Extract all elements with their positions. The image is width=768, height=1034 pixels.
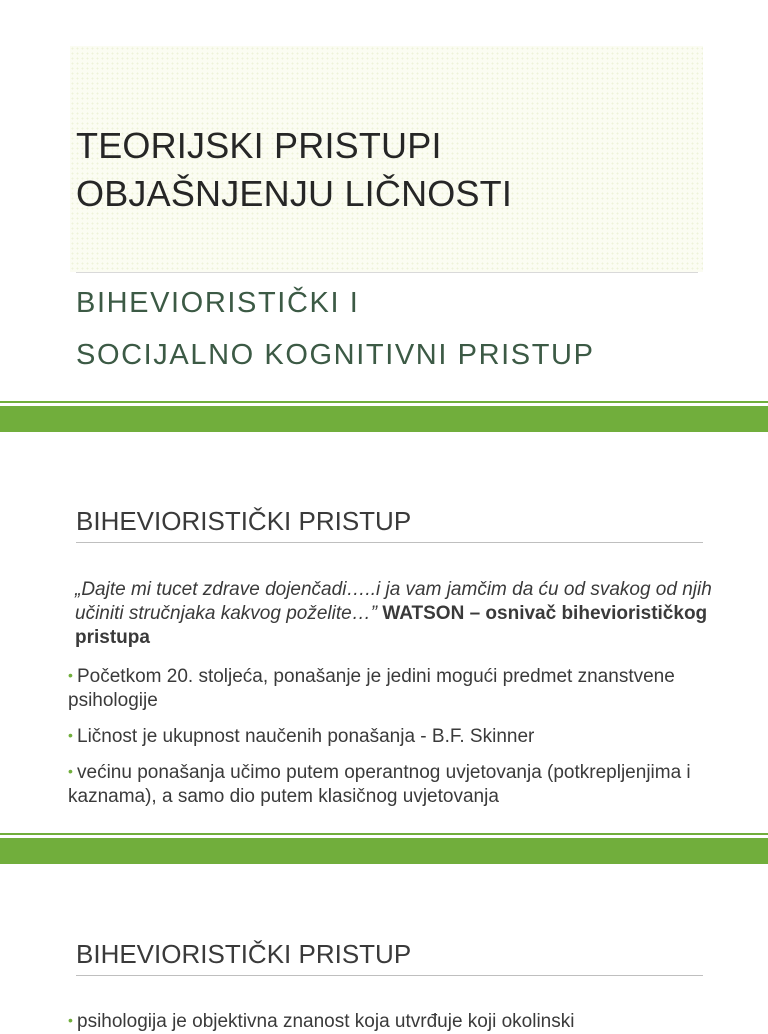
bullet-text: većinu ponašanja učimo putem operantnog uvjetovanja (potkrepljenjima i kaznama), a samo dio putem klasičnog uvjetovanja xyxy=(68,762,691,807)
slide-3-heading-rule xyxy=(76,975,703,976)
bullet-dot-icon: • xyxy=(68,727,73,743)
bullet-dot-icon: • xyxy=(68,763,73,779)
title-line-2: OBJAŠNJENJU LIČNOSTI xyxy=(76,173,513,214)
bullet-item xyxy=(68,759,748,809)
bullet-text: Ličnost je ukupnost naučenih ponašanja - B.F. Skinner xyxy=(77,726,535,747)
bullet-item xyxy=(68,663,748,713)
title-divider xyxy=(76,272,698,273)
quote-author: WATSON – osnivač biheviorističkog pristupa xyxy=(75,603,708,648)
slide-separator-gap xyxy=(0,403,768,406)
quote-text: „Dajte mi tucet zdrave dojenčadi…..i ja vam jamčim da ću od svakog od njih učiniti stručnjaka kakvog poželite…” xyxy=(75,579,712,624)
slide-2-heading-rule xyxy=(76,542,703,543)
main-title xyxy=(76,122,696,218)
bullet-text: Početkom 20. stoljeća, ponašanje je jedini mogući predmet znanstvene psihologije xyxy=(68,666,675,711)
watson-quote xyxy=(75,578,745,650)
bullet-item xyxy=(68,1008,748,1034)
title-line-1: TEORIJSKI PRISTUPI xyxy=(76,125,442,166)
slide-3-heading: BIHEVIORISTIČKI PRISTUP xyxy=(76,939,412,969)
bullet-dot-icon: • xyxy=(68,667,73,683)
slide-2-heading: BIHEVIORISTIČKI PRISTUP xyxy=(76,506,412,536)
subtitle-line-2: SOCIJALNO KOGNITIVNI PRISTUP xyxy=(76,339,595,371)
bullet-dot-icon: • xyxy=(68,1012,73,1028)
slide-separator-gap xyxy=(0,835,768,838)
subtitle-line-1: BIHEVIORISTIČKI I xyxy=(76,287,360,319)
bullet-text: psihologija je objektivna znanost koja utvrđuje koji okolinski xyxy=(77,1011,575,1032)
bullet-item xyxy=(68,723,748,749)
